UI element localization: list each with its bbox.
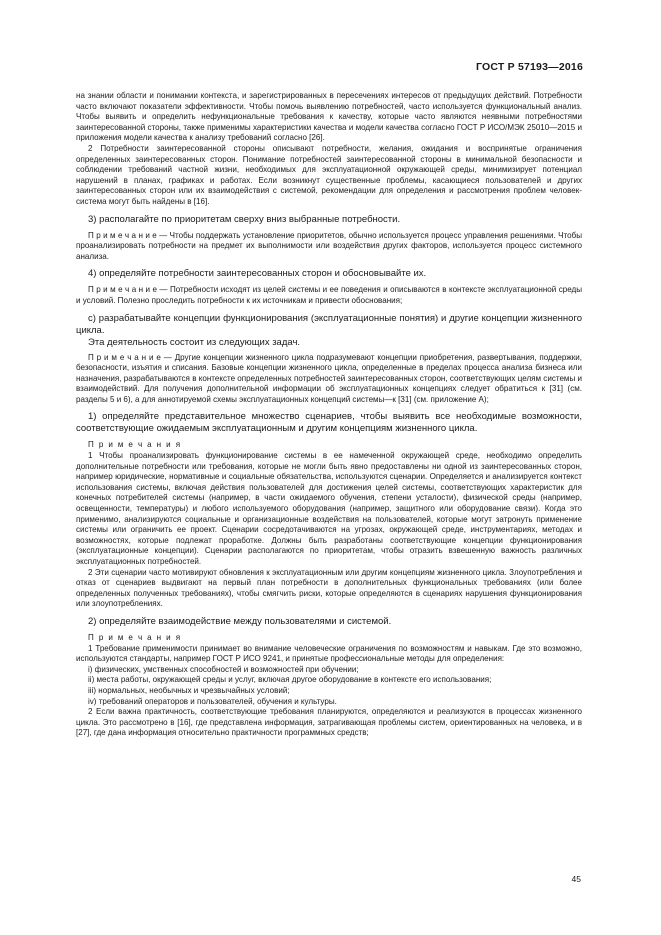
page-number: 45 [571,874,581,884]
note: П р и м е ч а н и е — Другие концепции жизненного цикла подразумевают концепции приобретения, развертывания, поддержки, безопасности, изъятия и списания. Базовые концепции жизненного цикла, определенные в пределах процесса анализа бизнеса или назначения, разрабатываются в контексте определенных потребностей заинтересованных сторон, соответствующих целям системы и взаимодействий. Для получения дополнительной информации об эксплуатационных концепциях следует обратиться к [31] (см. разделы 5 и 6), а для аннотируемой схемы эксплуатационных концепций системы—к [31] (см. приложение А); [76,352,582,404]
paragraph-activity: c) разрабатывайте концепции функционирования (эксплуатационные понятия) и другие концепции жизненного цикла. [76,312,582,336]
note-item: 2 Если важна практичность, соответствующие требования планируются, определяются и реализуются в процессах жизненного цикла. Это рассмотрено в [16], где представлена информация, затрагивающая проблемы систем, ориентированных на человека, и в [27], где дана информация относительно практичности программных средств; [76,707,582,738]
paragraph-task: 4) определяйте потребности заинтересованных сторон и обосновывайте их. [88,268,427,280]
paragraph-task: 1) определяйте представительное множество сценариев, чтобы выявить все необходимые возможности, соответствующие ожидаемым эксплуатационным и другим концепциям жизненного цикла. [76,411,582,435]
list-item: i) физических, умственных способностей и возможностей при обучении; [88,664,359,674]
paragraph: Эта деятельность состоит из следующих задач. [88,336,301,348]
paragraph: на знании области и понимании контекста, и зарегистрированных в пересечениях интересов от предыдущих действий. Потребности часто включают показатели эффективности. Чтобы помочь выявлению потребностей, часто используется функциональный анализ. Чтобы выявить и определить нефункциональные требования к качеству, которые часто являются неявными потребностями заинтересованной стороны, также применимы характеристики качества и модели качества согласно ГОСТ Р ИСО/МЭК 25010—2015 и приложения модели качества к анализу требований согласно [26]. [76,91,582,143]
paragraph-task: 2) определяйте взаимодействие между пользователями и системой. [88,615,392,627]
paragraph-task: 3) располагайте по приоритетам сверху вниз выбранные потребности. [88,213,401,225]
list-item: iv) требований операторов и пользователей, обучения и культуры. [88,696,337,706]
note: П р и м е ч а н и е — Потребности исходят из целей системы и ее поведения и описываются в контексте эксплуатационной среды и условий. Полезно проследить потребности к их источникам и привести обоснования; [76,285,582,305]
paragraph: 2 Потребности заинтересованной стороны описывают потребности, желания, ожидания и воспринятые ограничения определенных заинтересованных сторон. Понимание потребностей заинтересованной стороны в минимальной безопасности и соблюдении требований частной жизни, необходимых для эксплуатационной окружающей среды, минимизирует потенциал нарушений в планах, графиках и работах. Если возникнут существенные проблемы, касающиеся пользователей и других заинтересованных сторон или их взаимодействия с системой, рекомендации для определения и рассмотрения проблем человек-система могут быть найдены в [16]. [76,143,582,206]
list-item: iii) нормальных, необычных и чрезвычайных условий; [88,685,290,695]
note: П р и м е ч а н и е — Чтобы поддержать установление приоритетов, обычно используется процесс управления решениями. Чтобы проанализировать потребности на предмет их выполнимости или воздействия других факторов, используется процесс системного анализа. [76,230,582,261]
note-item: 1 Чтобы проанализировать функционирование системы в ее намеченной окружающей среде, необходимо определить дополнительные потребности или требования, которые не могли быть явно предоставлены ни одной из заинтересованных сторон, например юридические, нормативные и социальные обязательства, используются сценарии. Определяется и анализируется контекст использования системы, включая действия пользователей для достижения целей системы, соответствующих характеристик для конечных потребителей системы (например, в части ожидаемого обучения, степени усталости), физической среды (например, освещенности, температуры) и любого используемого оборудования (например, защитного или оборудование связи). Когда это применимо, анализируются социальные и организационные воздействия на пользователей, которые могут затронуть применение системы или ограничить ее проект. Сценарии сосредотачиваются на угрозах, окружающей среде, инструментариях, методах и возможностях, которые подлежат проработке. Должны быть разработаны соответствующие концепции функционирования (эксплуатационные концепции). Сценарии располагаются по приоритетам, чтобы отразить взвешенную важность различных эксплуатационных потребностей. [76,451,582,566]
note-item: 2 Эти сценарии часто мотивируют обновления к эксплуатационным или другим концепциям жизненного цикла. Злоупотребления и отказ от сценариев выдвигают на первый план потребности в дополнительных функциональных требованиях (или более определенных полученных требованиях), чтобы смягчить риски, которые определяются в сценариях нарушения функционирования или злоупотреблениях. [76,567,582,609]
notes-label: П р и м е ч а н и я [88,632,182,642]
document-body [76,91,582,739]
document-header: ГОСТ Р 57193—2016 [475,61,583,73]
notes-label: П р и м е ч а н и я [88,440,182,450]
list-item: ii) места работы, окружающей среды и услуг, включая другое оборудование в контексте его использования; [88,675,492,685]
note-item: 1 Требование применимости принимает во внимание человеческие ограничения по возможностям и навыкам. Где это возможно, используются стандарты, например ГОСТ Р ИСО 9241, и принятые профессиональные методы для определения: [76,643,582,664]
